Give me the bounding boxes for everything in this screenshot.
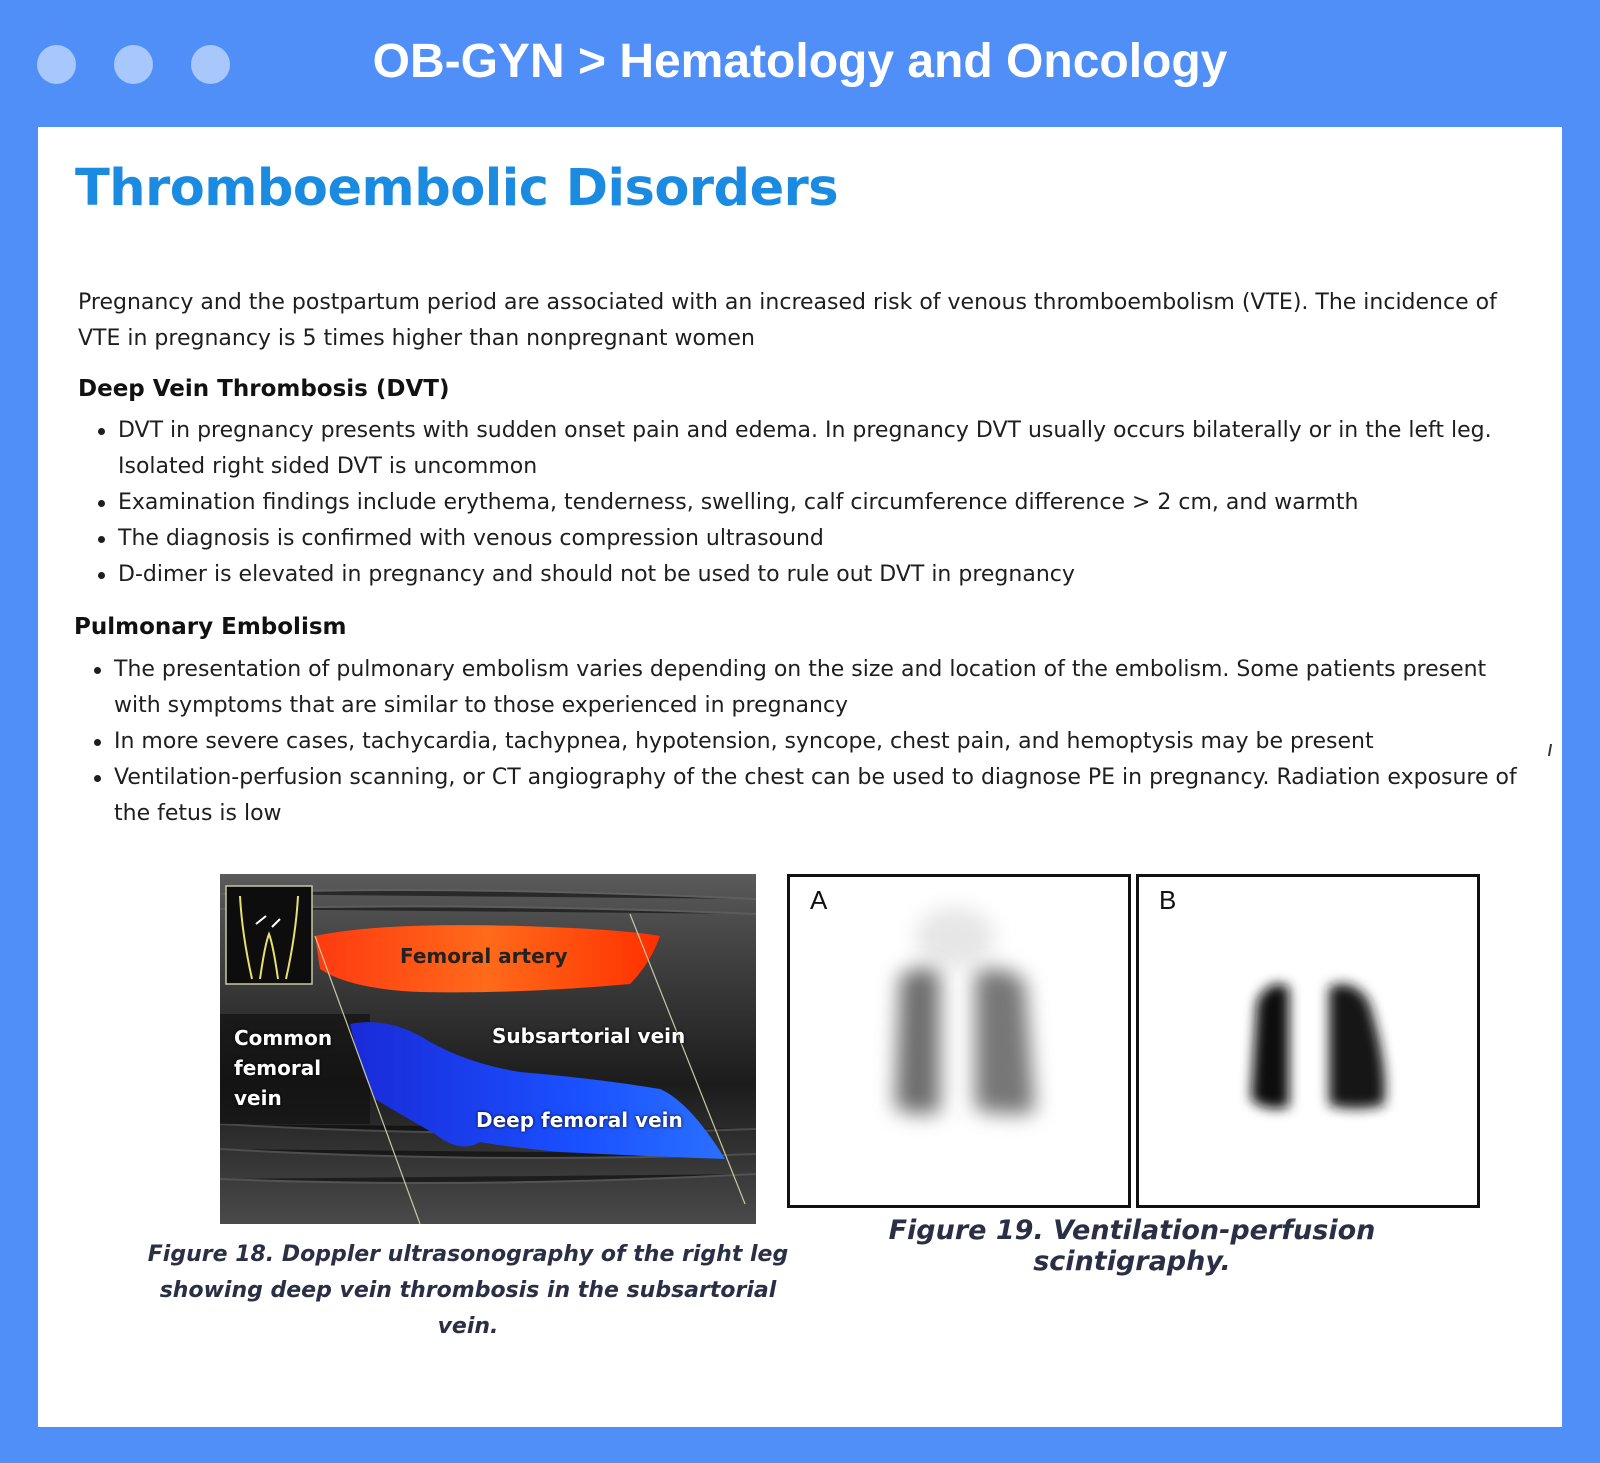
list-item [118,413,1518,485]
bullet-icon [94,739,101,746]
figure-18-caption-line2: showing deep vein thrombosis in the subsartorial vein. [159,1278,777,1339]
scintigraphy-panel-a [787,874,1131,1208]
list-item-text: The diagnosis is confirmed with venous compression ultrasound [118,526,824,551]
label-deep-femoral-vein: Deep femoral vein [476,1108,683,1132]
intro-paragraph: Pregnancy and the postpartum period are associated with an increased risk of venous thromboembolism (VTE). The incidence of VTE in pregnancy is 5 times higher than nonpregnant women [78,290,1497,351]
label-common-femoral-vein-line2: femoral [234,1056,322,1080]
figure-18-caption-line1: Figure 18. Doppler ultrasonography of the right leg [147,1242,789,1267]
bullet-icon [98,428,105,435]
stray-mark [1548,744,1552,756]
bullet-icon [98,500,105,507]
bullet-icon [98,572,105,579]
dvt-heading: Deep Vein Thrombosis (DVT) [78,376,450,402]
content-panel [38,127,1562,1427]
list-item [114,652,1534,724]
label-subsartorial-vein: Subsartorial vein [492,1024,686,1048]
ventilation-scan-graphic [790,877,1128,1205]
bullet-icon [98,536,105,543]
figure-18-caption [128,1237,808,1345]
bullet-icon [94,667,101,674]
list-item [118,485,1518,521]
dvt-bullet-list [118,413,1518,593]
list-item-text: In more severe cases, tachycardia, tachypnea, hypotension, syncope, chest pain, and hemoptysis may be present [114,729,1374,754]
panel-b-label: B [1159,885,1177,915]
list-item-text: DVT in pregnancy presents with sudden onset pain and edema. In pregnancy DVT usually occurs bilaterally or in the left leg. Isolated right sided DVT is uncommon [118,418,1492,479]
figure-19-caption: Figure 19. Ventilation-perfusion scintigraphy. [888,1215,1376,1277]
label-common-femoral-vein-line3: vein [234,1086,282,1110]
list-item [114,724,1534,760]
bullet-icon [94,775,101,782]
label-femoral-artery: Femoral artery [400,944,568,968]
pe-bullet-list [114,652,1534,832]
list-item-text: Examination findings include erythema, tenderness, swelling, calf circumference difference > 2 cm, and warmth [118,490,1359,515]
label-common-femoral-vein-line1: Common [234,1026,333,1050]
list-item-text: Ventilation-perfusion scanning, or CT angiography of the chest can be used to diagnose PE in pregnancy. Radiation exposure of the fetus is low [114,765,1517,826]
panel-a-label: A [810,885,828,915]
list-item [118,521,1518,557]
page-title: Thromboembolic Disorders [75,159,839,218]
breadcrumb: OB-GYN > Hematology and Oncology [372,35,1228,88]
list-item [114,760,1534,832]
perfusion-scan-graphic [1139,877,1477,1205]
list-item-text: The presentation of pulmonary embolism varies depending on the size and location of the embolism. Some patients present with symptoms that are similar to those experienced in pregnancy [114,657,1487,718]
doppler-ultrasound-image [220,874,756,1224]
pe-heading: Pulmonary Embolism [74,614,347,640]
list-item [118,557,1518,593]
scintigraphy-panel-b [1136,874,1480,1208]
list-item-text: D-dimer is elevated in pregnancy and should not be used to rule out DVT in pregnancy [118,562,1075,587]
